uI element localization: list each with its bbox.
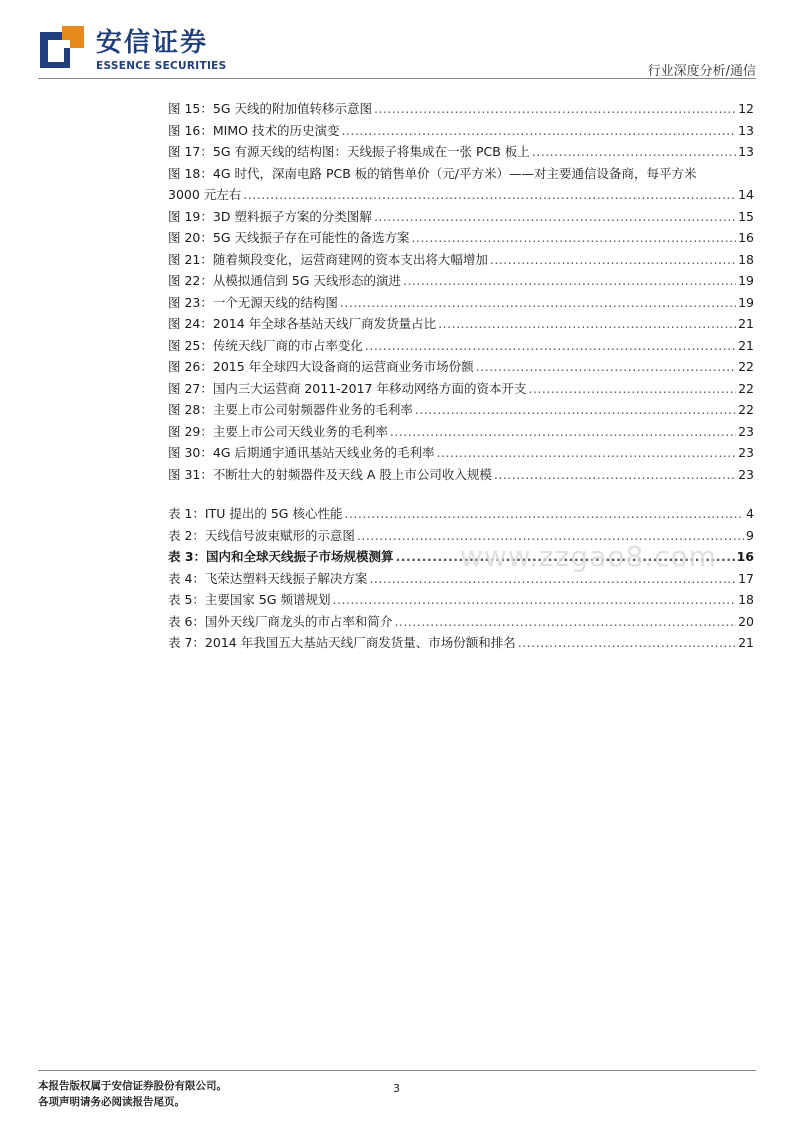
entry-title: 图 23：一个无源天线的结构图 (168, 294, 338, 310)
figure-entry[interactable] (168, 292, 754, 314)
entry-title: 图 15：5G 天线的附加值转移示意图 (168, 101, 372, 116)
entry-page-number: 4 (746, 506, 754, 521)
entry-page-number: 22 (738, 380, 754, 396)
entry-title: 图 25：传统天线厂商的市占率变化 (168, 337, 363, 353)
dot-leader (403, 270, 736, 292)
entry-title: 图 22：从模拟通信到 5G 天线形态的演进 (168, 273, 401, 288)
entry-title: 图 20：5G 天线振子存在可能性的备选方案 (168, 230, 410, 245)
page-number: 3 (393, 1082, 400, 1095)
entry-line (168, 98, 754, 120)
dot-leader (437, 442, 737, 464)
entry-page-number: 23 (738, 445, 754, 460)
entry-line (168, 546, 754, 568)
entry-title: 表 6：国外天线厂商龙头的市占率和简介 (168, 613, 393, 629)
entry-title: 图 16：MIMO 技术的历史演变 (168, 122, 340, 138)
dot-leader (518, 632, 736, 654)
dot-leader (438, 313, 736, 335)
page-header (0, 0, 800, 80)
dot-leader (369, 568, 736, 590)
entry-page-number: 18 (738, 592, 754, 607)
table-entry[interactable] (168, 589, 754, 611)
dot-leader (490, 249, 736, 271)
brand-name-cn: 安信证券 (96, 28, 209, 58)
figure-entry[interactable] (168, 206, 754, 228)
entry-title: 表 7：2014 年我国五大基站天线厂商发货量、市场份额和排名 (168, 635, 516, 650)
figure-list (168, 98, 754, 485)
entry-line (168, 227, 754, 249)
entry-title: 图 28：主要上市公司射频器件业务的毛利率 (168, 402, 413, 417)
entry-title: 图 30：4G 后期通宇通讯基站天线业务的毛利率 (168, 445, 435, 460)
entry-page-number: 20 (738, 613, 754, 629)
entry-line (168, 568, 754, 590)
figure-entry[interactable] (168, 98, 754, 120)
entry-line (168, 503, 754, 525)
figure-entry[interactable] (168, 421, 754, 443)
table-entry[interactable] (168, 632, 754, 654)
entry-line (168, 184, 754, 206)
entry-page-number: 16 (738, 230, 754, 245)
dot-leader (374, 206, 736, 228)
entry-line (168, 270, 754, 292)
entry-line (168, 335, 754, 357)
brand-name-en: ESSENCE SECURITIES (96, 60, 227, 72)
entry-line (168, 589, 754, 611)
entry-line (168, 611, 754, 633)
entry-line (168, 525, 754, 547)
entry-line (168, 206, 754, 228)
entry-line (168, 632, 754, 654)
table-entry[interactable] (168, 611, 754, 633)
entry-line (168, 378, 754, 400)
dot-leader (528, 378, 736, 400)
entry-title: 图 29：主要上市公司天线业务的毛利率 (168, 423, 388, 439)
entry-page-number: 21 (738, 316, 754, 331)
entry-line (168, 141, 754, 163)
entry-line (168, 313, 754, 335)
report-category: 行业深度分析/通信 (647, 64, 756, 79)
dot-leader (396, 546, 735, 568)
entry-page-number: 18 (738, 251, 754, 267)
table-entry[interactable] (168, 546, 754, 568)
entry-page-number: 23 (738, 466, 754, 482)
entry-page-number: 21 (738, 337, 754, 353)
entry-page-number: 14 (738, 187, 754, 202)
figure-entry[interactable] (168, 163, 754, 206)
entry-page-number: 19 (738, 273, 754, 288)
entry-page-number: 15 (738, 208, 754, 224)
entry-line (168, 464, 754, 486)
entry-title: 图 17：5G 有源天线的结构图：天线振子将集成在一张 PCB 板上 (168, 144, 530, 159)
entry-page-number: 13 (738, 144, 754, 159)
entry-title: 表 2：天线信号波束赋形的示意图 (168, 527, 355, 543)
figure-entry[interactable] (168, 399, 754, 421)
entry-title: 图 19：3D 塑料振子方案的分类图解 (168, 208, 372, 224)
entry-line (168, 356, 754, 378)
entry-line (168, 249, 754, 271)
entry-page-number: 23 (738, 423, 754, 439)
entry-title: 表 4：飞荣达塑料天线振子解决方案 (168, 570, 368, 586)
entry-title: 图 31：不断壮大的射频器件及天线 A 股上市公司收入规模 (168, 466, 492, 482)
figure-entry[interactable] (168, 356, 754, 378)
figure-entry[interactable] (168, 378, 754, 400)
table-of-contents (168, 98, 754, 654)
table-entry[interactable] (168, 503, 754, 525)
dot-leader (415, 399, 736, 421)
dot-leader (243, 184, 736, 206)
entry-page-number: 16 (736, 549, 754, 564)
entry-title: 图 21：随着频段变化，运营商建网的资本支出将大幅增加 (168, 251, 488, 267)
entry-title: 图 27：国内三大运营商 2011-2017 年移动网络方面的资本开支 (168, 380, 527, 396)
figure-entry[interactable] (168, 227, 754, 249)
figure-entry[interactable] (168, 442, 754, 464)
figure-entry[interactable] (168, 270, 754, 292)
entry-page-number: 12 (738, 101, 754, 116)
entry-title: 3000 元左右 (168, 187, 242, 202)
dot-leader (340, 292, 736, 314)
dot-leader (333, 589, 737, 611)
table-entry[interactable] (168, 525, 754, 547)
entry-title: 图 26：2015 年全球四大设备商的运营商业务市场份额 (168, 359, 474, 374)
entry-page-number: 13 (738, 122, 754, 138)
entry-title: 表 1：ITU 提出的 5G 核心性能 (168, 506, 343, 521)
footer-divider (38, 1070, 756, 1071)
entry-title-line: 图 18：4G 时代，深南电路 PCB 板的销售单价（元/平方米）——对主要通信设备商，每平方米 (168, 165, 697, 181)
footer-disclaimer (38, 1078, 227, 1110)
dot-leader (357, 525, 744, 547)
dot-leader (476, 356, 736, 378)
entry-line (168, 120, 754, 142)
entry-page-number: 19 (738, 294, 754, 310)
footer-statement-note: 各项声明请务必阅读报告尾页。 (38, 1096, 185, 1108)
essence-securities-logo-icon (38, 24, 86, 72)
watermark: www.zzgao8.com (460, 540, 718, 573)
entry-page-number: 22 (738, 359, 754, 374)
dot-leader (341, 120, 736, 142)
figure-entry[interactable] (168, 249, 754, 271)
table-entry[interactable] (168, 568, 754, 590)
dot-leader (394, 611, 736, 633)
entry-page-number: 17 (738, 570, 754, 586)
dot-leader (344, 503, 744, 525)
dot-leader (390, 421, 736, 443)
entry-page-number: 21 (738, 635, 754, 650)
dot-leader (532, 141, 736, 163)
figure-entry[interactable] (168, 120, 754, 142)
entry-title: 表 5：主要国家 5G 频谱规划 (168, 592, 331, 607)
figure-entry[interactable] (168, 464, 754, 486)
header-divider (38, 78, 756, 79)
entry-line (168, 292, 754, 314)
entry-line (168, 421, 754, 443)
dot-leader (365, 335, 736, 357)
figure-entry[interactable] (168, 313, 754, 335)
entry-page-number: 9 (746, 527, 754, 543)
entry-title: 图 24：2014 年全球各基站天线厂商发货量占比 (168, 316, 437, 331)
footer-copyright: 本报告版权属于安信证券股份有限公司。 (38, 1080, 227, 1092)
entry-line (168, 442, 754, 464)
dot-leader (374, 98, 736, 120)
entry-title: 表 3：国内和全球天线振子市场规模测算 (168, 549, 394, 564)
table-list (168, 503, 754, 654)
entry-line (168, 399, 754, 421)
dot-leader (494, 464, 736, 486)
figure-entry[interactable] (168, 141, 754, 163)
entry-page-number: 22 (738, 402, 754, 417)
dot-leader (412, 227, 737, 249)
figure-entry[interactable] (168, 335, 754, 357)
